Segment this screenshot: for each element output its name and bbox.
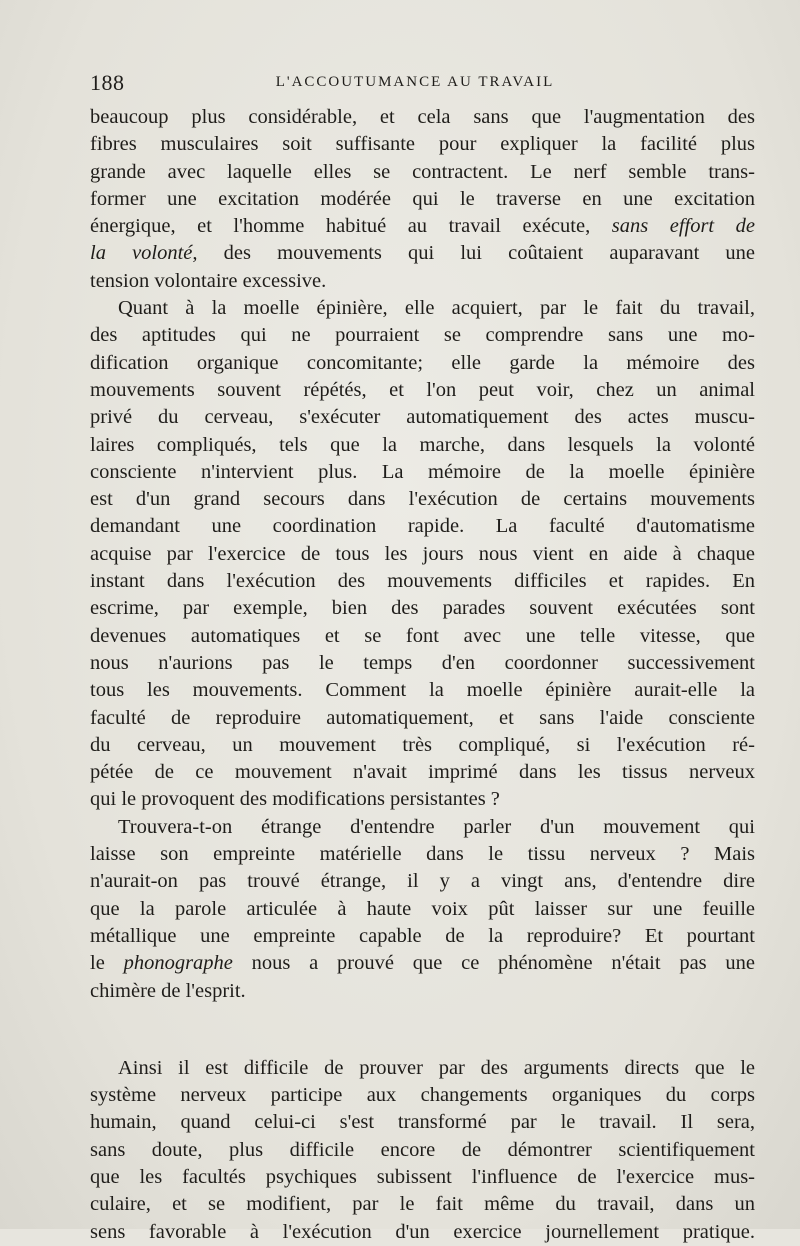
page-body (90, 104, 755, 1246)
text-line: humain, quand celui-ci s'est transformé par le travail. Il sera, (90, 1111, 755, 1134)
text-line: nous n'aurions pas le temps d'en coordonner successivement (90, 651, 755, 674)
text-line: sans doute, plus difficile encore de démontrer scientifiquement (90, 1138, 755, 1161)
text-line: devenues automatiques et se font avec une telle vitesse, que (90, 624, 755, 647)
page-header (90, 70, 740, 100)
text-line: fibres musculaires soit suffisante pour expliquer la facilité plus (90, 133, 755, 156)
text-line (90, 240, 755, 267)
text-line: escrime, par exemple, bien des parades souvent exécutées sont (90, 597, 755, 620)
text-line: privé du cerveau, s'exécuter automatiquement des actes muscu- (90, 406, 755, 429)
text-line: laires compliqués, tels que la marche, dans lesquels la volonté (90, 433, 755, 456)
text-line: acquise par l'exercice de tous les jours nous vient en aide à chaque (90, 542, 755, 565)
text-line: pétée de ce mouvement n'avait imprimé dans les tissus nerveux (90, 761, 755, 784)
text-line: que la parole articulée à haute voix pût laisser sur une feuille (90, 897, 755, 920)
text-line: demandant une coordination rapide. La faculté d'automatisme (90, 515, 755, 538)
paragraph-1 (90, 104, 755, 295)
text-line: faculté de reproduire automatiquement, et sans l'aide consciente (90, 706, 755, 729)
page-number: 188 (90, 70, 125, 95)
paragraph-4 (90, 1055, 755, 1246)
text-line: sens favorable à l'exécution d'un exercice journellement pratique. (90, 1220, 755, 1243)
text-line: des aptitudes qui ne pourraient se comprendre sans une mo- (90, 324, 755, 347)
text-line: Trouvera-t-on étrange d'entendre parler d'un mouvement qui (118, 815, 755, 838)
text-line: culaire, et se modifient, par le fait même du travail, dans un (90, 1193, 755, 1216)
text-line: système nerveux participe aux changements organiques du corps (90, 1084, 755, 1107)
italic-phrase: sans effort de (611, 215, 756, 238)
text-line: Ainsi il est difficile de prouver par des arguments directs que le (118, 1056, 755, 1079)
italic-phrase: phonographe (123, 952, 233, 975)
paragraph-2 (90, 295, 755, 814)
text-line: beaucoup plus considérable, et cela sans que l'augmentation des (90, 106, 755, 128)
text-line: laisse son empreinte matérielle dans le tissu nerveux ? Mais (90, 843, 755, 866)
text-line (90, 950, 755, 977)
text-segment: des mouvements qui lui coûtaient auparavant une (197, 242, 755, 265)
text-line: Quant à la moelle épinière, elle acquiert, par le fait du travail, (118, 297, 755, 320)
text-line: tension volontaire excessive. (90, 269, 327, 292)
text-segment: le (90, 952, 105, 975)
text-segment: nous a prouvé que ce phénomène n'était pas une (232, 952, 756, 975)
text-line: grande avec laquelle elles se contractent. Le nerf semble trans- (90, 160, 755, 183)
text-line: dification organique concomitante; elle garde la mémoire des (90, 351, 755, 374)
text-line: instant dans l'exécution des mouvements difficiles et rapides. En (90, 570, 755, 593)
text-line: qui le provoquent des modifications persistantes ? (90, 788, 500, 811)
text-line: du cerveau, un mouvement très compliqué, si l'exécution ré- (90, 733, 755, 756)
text-line: consciente n'intervient plus. La mémoire de la moelle épinière (90, 460, 755, 483)
running-title: L'ACCOUTUMANCE AU TRAVAIL (275, 74, 555, 90)
text-line: mouvements souvent répétés, et l'on peut voir, chez un animal (90, 378, 755, 401)
text-line: chimère de l'esprit. (90, 979, 246, 1002)
text-line: métallique une empreinte capable de la reproduire? Et pourtant (90, 924, 755, 947)
text-line: n'aurait-on pas trouvé étrange, il y a vingt ans, d'entendre dire (90, 870, 755, 893)
paragraph-3 (90, 814, 755, 1005)
text-segment: énergique, et l'homme habitué au travail exécute, (90, 215, 591, 238)
text-line: que les facultés psychiques subissent l'influence de l'exercice mus- (90, 1165, 755, 1188)
text-line: former une excitation modérée qui le traverse en une excitation (90, 187, 755, 210)
text-line: est d'un grand secours dans l'exécution de certains mouvements (90, 488, 755, 511)
text-line (90, 213, 755, 240)
text-line: tous les mouvements. Comment la moelle épinière aurait-elle la (90, 679, 755, 702)
italic-phrase: la volonté, (90, 242, 198, 265)
